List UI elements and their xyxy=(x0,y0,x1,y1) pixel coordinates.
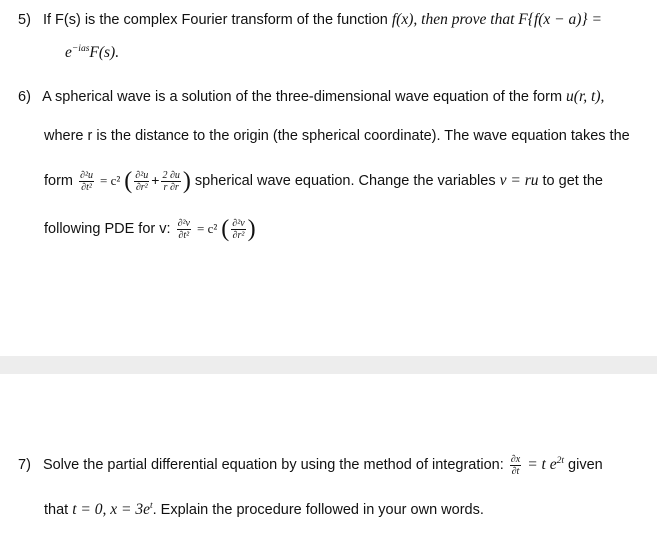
wave-eq-equals: = c² xyxy=(100,173,121,188)
problem-5-exp-power: −ias xyxy=(71,44,90,54)
section-divider xyxy=(0,356,657,374)
problem-7-number: 7) xyxy=(18,457,31,473)
problem-5-exp-tail: F(s). xyxy=(89,44,120,61)
problem-6-math-1: u(r, t), xyxy=(566,88,605,105)
wave-eq-close-paren: ) xyxy=(182,168,191,195)
problem-6-number: 6) xyxy=(18,89,31,105)
wave-eq-term-1: $\frac{\text{∂²u}}{\text{∂r²}}$ xyxy=(135,169,149,193)
problem-6-line-3 xyxy=(44,163,603,197)
problem-7-text-2: that xyxy=(44,502,73,518)
pde-lhs-fraction: $\frac{\text{∂²v}}{\text{∂t²}}$ xyxy=(177,217,190,241)
problem-5-line-2 xyxy=(65,44,119,64)
problem-5-text: If F(s) is the complex Fourier transform of the function xyxy=(42,12,392,28)
problem-7-given: given xyxy=(564,457,603,473)
problem-7-condition: t = 0, x = 3e xyxy=(72,501,150,518)
problem-7-line-2 xyxy=(44,501,484,521)
problem-6-text-2: where r is the distance to the origin (the spherical coordinate). The wave equation takes the xyxy=(44,128,630,144)
wave-eq-lhs-fraction: $\frac{\text{∂²u}}{\text{∂t²}}$ xyxy=(80,169,93,193)
problem-5-number: 5) xyxy=(18,12,31,28)
problem-6-line-1 xyxy=(18,88,604,106)
wave-eq-term-2: $\frac{2 \partial u}{r \partial r}$ xyxy=(162,169,180,193)
problem-6-text-4: following PDE for v: xyxy=(44,221,175,237)
pde-close-paren: ) xyxy=(247,216,256,243)
problem-7-rhs: = t e xyxy=(527,456,557,473)
problem-5-exp-base: e xyxy=(65,44,72,61)
wave-eq-plus: + xyxy=(151,172,160,188)
problem-7-line-1 xyxy=(18,450,603,480)
problem-6-substitution: v = ru xyxy=(499,172,539,189)
problem-7-fraction: $\frac{\partial x}{\partial t}$ xyxy=(510,453,521,477)
problem-7-condition-exp: t xyxy=(149,501,153,511)
problem-6-text-3-end: to get the xyxy=(538,173,603,189)
wave-eq-open-paren: ( xyxy=(124,168,133,195)
problem-6-line-2 xyxy=(44,127,630,145)
problem-7-text-1: Solve the partial differential equation by using the method of integration: xyxy=(42,457,508,473)
pde-rhs-fraction: $\frac{\text{∂²v}}{\text{∂r²}}$ xyxy=(232,217,245,241)
pde-open-paren: ( xyxy=(221,216,230,243)
problem-5-math: f(x), then prove that F{f(x − a)} = xyxy=(391,11,602,28)
problem-7-text-2-end: . Explain the procedure followed in your own words. xyxy=(152,502,484,518)
problem-6-line-4 xyxy=(44,212,256,246)
problem-6-text-3: spherical wave equation. Change the variables xyxy=(194,173,500,189)
problem-6-text-1: A spherical wave is a solution of the three-dimensional wave equation of the form xyxy=(42,89,567,105)
problem-7-rhs-exp: 2t xyxy=(556,456,564,466)
problem-5-line-1 xyxy=(18,11,602,29)
problem-6-form-word: form xyxy=(44,173,73,189)
pde-equals: = c² xyxy=(196,221,218,236)
